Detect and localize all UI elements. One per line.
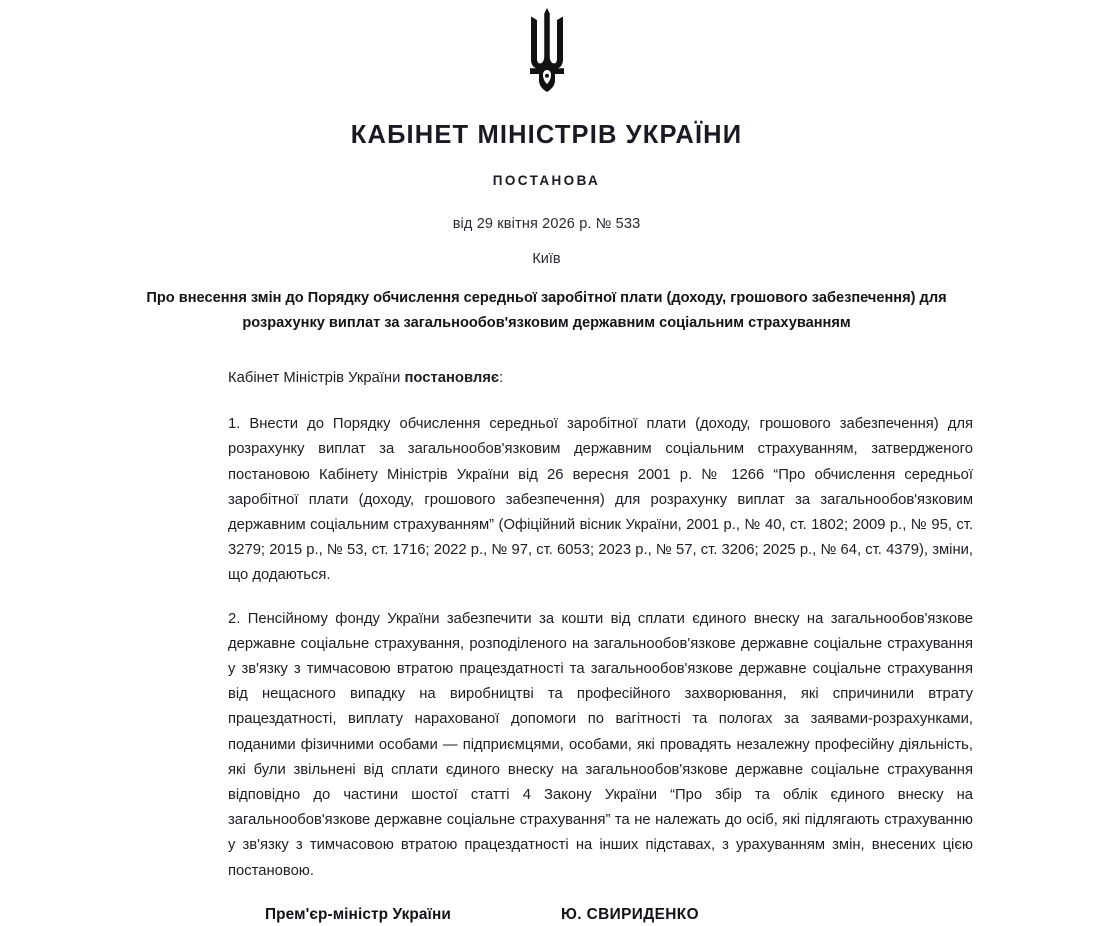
resolution-lead-prefix: Кабінет Міністрів України (228, 370, 405, 386)
resolution-lead-line (228, 366, 973, 391)
document-date-number: від 29 квітня 2026 р. № 533 (452, 216, 641, 232)
ukrainian-trident-icon (518, 8, 576, 92)
signatory-name: Ю. СВИРИДЕНКО (561, 906, 699, 923)
resolution-lead-keyword: постановляє (404, 370, 500, 386)
coat-of-arms-container (0, 8, 1093, 92)
document-city: Київ (532, 251, 561, 267)
clause-1-paragraph: 1. Внести до Порядку обчислення середньої заробітної плати (доходу, грошового забезпечення) для розрахунку виплат за загальнообов'язковим державним соціальним страхуванням, затвердженого постановою Кабінету Міністрів України від 26 вересня 2001 р. № 1266 “Про обчислення середньої заробітної плати (доходу, грошового забезпечення) для розрахунку виплат за загальнообов'язковим державним соціальним страхуванням” (Офіційний вісник України, 2001 р., № 40, ст. 1802; 2009 р., № 95, ст. 3279; 2015 р., № 53, ст. 1716; 2022 р., № 97, ст. 6053; 2023 р., № 57, ст. 3206; 2025 р., № 64, ст. 4379), зміни, що додаються. (228, 416, 973, 584)
organization-title: КАБІНЕТ МІНІСТРІВ УКРАЇНИ (350, 121, 743, 149)
document-kind: ПОСТАНОВА (492, 173, 601, 188)
document-body (228, 366, 973, 884)
document-subject-title: Про внесення змін до Порядку обчислення середньої заробітної плати (доходу, грошового забезпечення) для розрахунку виплат за загальнообов'язковим державним соціальним страхуванням (146, 290, 947, 331)
signatory-role: Прем'єр-міністр України (265, 906, 451, 923)
resolution-lead-suffix: : (499, 370, 504, 386)
signature-block (265, 906, 985, 924)
clause-2-paragraph: 2. Пенсійному фонду України забезпечити за кошти від сплати єдиного внеску на загальнообов'язкове державне соціальне страхування, розподіленого на загальнообов'язкове державне соціальне страхування у зв'язку з тимчасовою втратою працездатності та загальнообов'язкове державне соціальне страхування від нещасного випадку на виробництві та професійного захворювання, які спричинили втрату працездатності, виплату нарахованої допомоги по вагітності та пологах за заявами-розрахунками, поданими фізичними особами — підприємцями, особами, які провадять незалежну професійну діяльність, які були звільнені від сплати єдиного внеску на загальнообов'язкове державне соціальне страхування відповідно до частини шостої статті 4 Закону України “Про збір та облік єдиного внеску на загальнообов'язкове державне соціальне страхування” та не належать до осіб, які підлягають страхуванню у зв'язку з тимчасовою втратою працездатності на інших підставах, з урахуванням змін, внесених цією постановою. (228, 610, 973, 879)
